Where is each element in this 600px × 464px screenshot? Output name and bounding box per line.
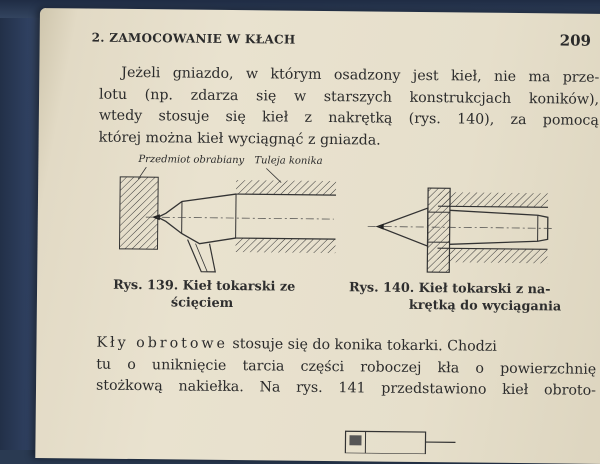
figure-139	[115, 159, 336, 276]
caption-line: ścięciem	[113, 294, 295, 313]
paragraph-line: której można kieł wyciągnąć z gniazda.	[99, 127, 599, 154]
paragraph-1	[99, 63, 600, 154]
book-page	[35, 8, 600, 464]
paragraph-line: tu o uniknięcie tarcia części roboczej kła o powierzchnię	[96, 354, 596, 381]
page-number: 209	[560, 31, 591, 49]
lathe-center-with-chamfer-drawing	[115, 159, 336, 276]
paragraph-line: Jeżeli gniazdo, w którym osadzony jest kieł, nie ma prze-	[99, 63, 599, 90]
paragraph-2	[96, 333, 597, 403]
spaced-term: Kły obrotowe	[96, 335, 228, 352]
paragraph-text: stosuje się do konika tokarki. Chodzi	[228, 336, 497, 355]
caption-line: krętką do wyciągania	[349, 296, 561, 315]
figure-139-caption	[113, 277, 296, 313]
paragraph-line: stożkową nakiełka. Na rys. 141 przedstawiono kieł obroto-	[96, 376, 596, 403]
running-header: 2. ZAMOCOWANIE W KŁACH	[92, 31, 296, 47]
figure-140-caption	[349, 279, 562, 315]
paragraph-line: wtedy stosuje się kieł z nakrętką (rys. 140), za pomocą	[99, 106, 599, 133]
paragraph-line: lotu (np. zdarza się w starszych konstrukcjach koników),	[99, 84, 599, 111]
figure-140	[337, 181, 558, 283]
lathe-center-with-nut-drawing	[337, 181, 558, 283]
caption-line: Rys. 140. Kieł tokarski z na-	[349, 279, 561, 298]
caption-line: Rys. 139. Kieł tokarski ze	[113, 277, 295, 296]
label-workpiece: Przedmiot obrabiany	[138, 154, 244, 166]
label-tailstock-sleeve: Tuleja konika	[254, 155, 322, 167]
